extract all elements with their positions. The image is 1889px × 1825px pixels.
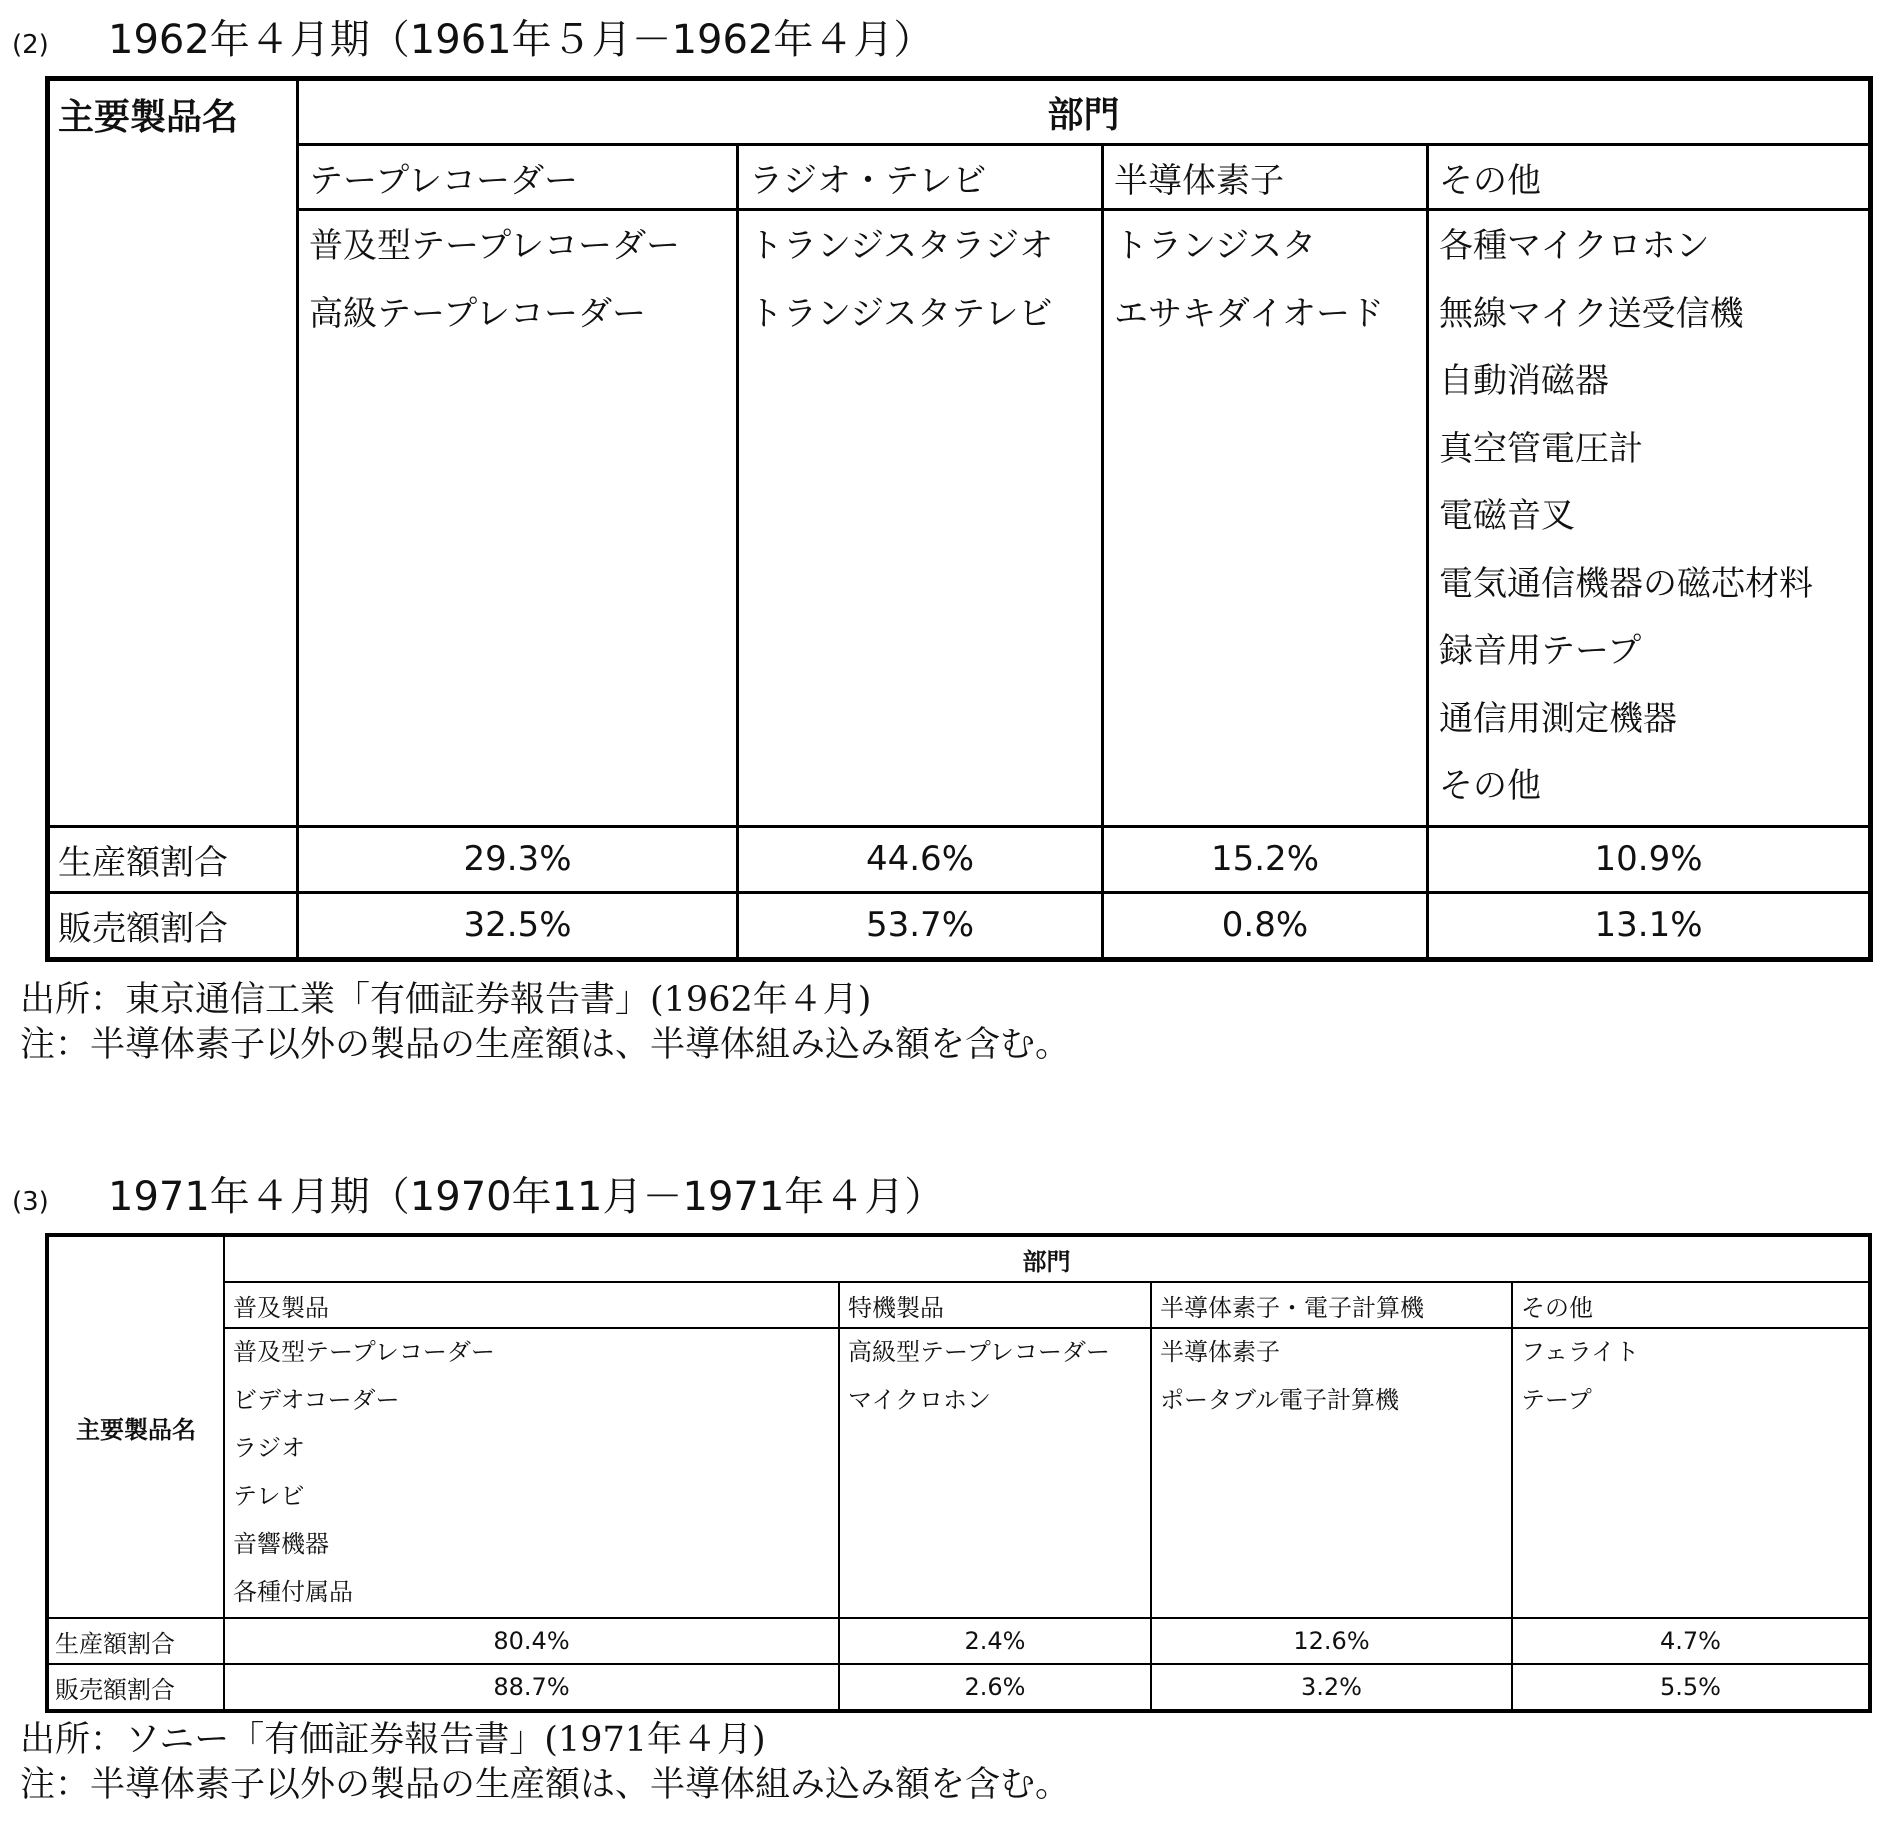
row-header-main-products: 主要製品名 xyxy=(47,1235,224,1618)
category-header: 半導体素子・電子計算機 xyxy=(1151,1282,1512,1328)
production-share-value: 4.7% xyxy=(1512,1618,1870,1664)
product-item: 自動消磁器 xyxy=(1439,361,1609,401)
product-table-1971 xyxy=(45,1233,1872,1713)
product-list xyxy=(1103,210,1428,827)
product-list xyxy=(224,1328,839,1618)
product-item: ラジオ xyxy=(233,1434,305,1462)
product-item: その他 xyxy=(1439,766,1541,806)
product-item: 普及型テープレコーダー xyxy=(233,1338,495,1366)
footnote-1971: 注：半導体素子以外の製品の生産額は、半導体組み込み額を含む。 xyxy=(20,1765,1071,1805)
category-header: 半導体素子 xyxy=(1103,145,1428,210)
product-item: 録音用テープ xyxy=(1439,631,1642,671)
product-item: 各種付属品 xyxy=(233,1578,353,1606)
product-item: 無線マイク送受信機 xyxy=(1439,293,1744,334)
product-item: トランジスタ xyxy=(1114,226,1317,266)
product-item: 半導体素子 xyxy=(1160,1338,1280,1366)
sales-share-label: 販売額割合 xyxy=(47,1664,224,1711)
sales-share-value: 3.2% xyxy=(1151,1664,1512,1711)
category-header: その他 xyxy=(1428,145,1871,210)
product-item: 電気通信機器の磁芯材料 xyxy=(1439,563,1813,604)
production-share-value: 10.9% xyxy=(1428,826,1871,892)
footnote-1962: 注：半導体素子以外の製品の生産額は、半導体組み込み額を含む。 xyxy=(20,1025,1071,1065)
source-note-1971: 出所：ソニー「有価証券報告書」(1971年４月) xyxy=(20,1720,766,1760)
production-share-value: 44.6% xyxy=(738,826,1103,892)
product-item: トランジスタテレビ xyxy=(749,293,1053,334)
sales-share-value: 0.8% xyxy=(1103,892,1428,959)
production-share-value: 80.4% xyxy=(224,1618,839,1664)
product-list xyxy=(1151,1328,1512,1618)
product-item: 普及型テープレコーダー xyxy=(309,226,680,266)
product-item: エサキダイオード xyxy=(1114,293,1384,334)
category-header: その他 xyxy=(1512,1282,1870,1328)
production-share-value: 29.3% xyxy=(298,826,738,892)
product-item: トランジスタラジオ xyxy=(749,226,1054,266)
product-item: 高級テープレコーダー xyxy=(309,293,646,334)
product-item: 高級型テープレコーダー xyxy=(848,1338,1110,1366)
production-share-label: 生産額割合 xyxy=(48,826,298,892)
production-share-value: 2.4% xyxy=(839,1618,1151,1664)
row-header-main-products: 主要製品名 xyxy=(48,79,298,827)
section-2-title-text: 1962年４月期（1961年５月－1962年４月） xyxy=(108,17,934,63)
product-item: フェライト xyxy=(1521,1338,1640,1366)
section-3-title-text: 1971年４月期（1970年11月－1971年４月） xyxy=(108,1174,945,1220)
product-item: 電磁音叉 xyxy=(1439,496,1575,536)
product-list xyxy=(1428,210,1871,827)
dept-header: 部門 xyxy=(298,79,1871,145)
sales-share-value: 88.7% xyxy=(224,1664,839,1711)
sales-share-value: 13.1% xyxy=(1428,892,1871,959)
section-3-number: (3) xyxy=(12,1187,49,1217)
sales-share-label: 販売額割合 xyxy=(48,892,298,959)
sales-share-value: 5.5% xyxy=(1512,1664,1870,1711)
category-header: テープレコーダー xyxy=(298,145,738,210)
product-item: テレビ xyxy=(233,1482,305,1510)
sales-share-value: 53.7% xyxy=(738,892,1103,959)
category-header: 特機製品 xyxy=(839,1282,1151,1328)
production-share-label: 生産額割合 xyxy=(47,1618,224,1664)
product-item: 真空管電圧計 xyxy=(1439,428,1643,469)
product-list xyxy=(738,210,1103,827)
product-table-1962 xyxy=(45,76,1873,962)
product-item: 音響機器 xyxy=(233,1530,329,1558)
section-3-title xyxy=(12,1165,944,1222)
sales-share-value: 32.5% xyxy=(298,892,738,959)
product-item: ポータブル電子計算機 xyxy=(1160,1386,1400,1414)
product-item: テープ xyxy=(1521,1386,1592,1414)
sales-share-value: 2.6% xyxy=(839,1664,1151,1711)
dept-header: 部門 xyxy=(224,1235,1870,1282)
product-list xyxy=(839,1328,1151,1618)
product-list xyxy=(1512,1328,1870,1618)
production-share-value: 15.2% xyxy=(1103,826,1428,892)
product-item: ビデオコーダー xyxy=(233,1386,400,1414)
product-item: 通信用測定機器 xyxy=(1439,698,1677,739)
section-2-number: (2) xyxy=(12,30,49,60)
product-item: マイクロホン xyxy=(848,1386,992,1414)
source-note-1962: 出所：東京通信工業「有価証券報告書」(1962年４月) xyxy=(20,980,872,1020)
production-share-value: 12.6% xyxy=(1151,1618,1512,1664)
category-header: ラジオ・テレビ xyxy=(738,145,1103,210)
category-header: 普及製品 xyxy=(224,1282,839,1328)
section-2-title xyxy=(12,8,933,65)
product-item: 各種マイクロホン xyxy=(1439,226,1710,266)
product-list xyxy=(298,210,738,827)
